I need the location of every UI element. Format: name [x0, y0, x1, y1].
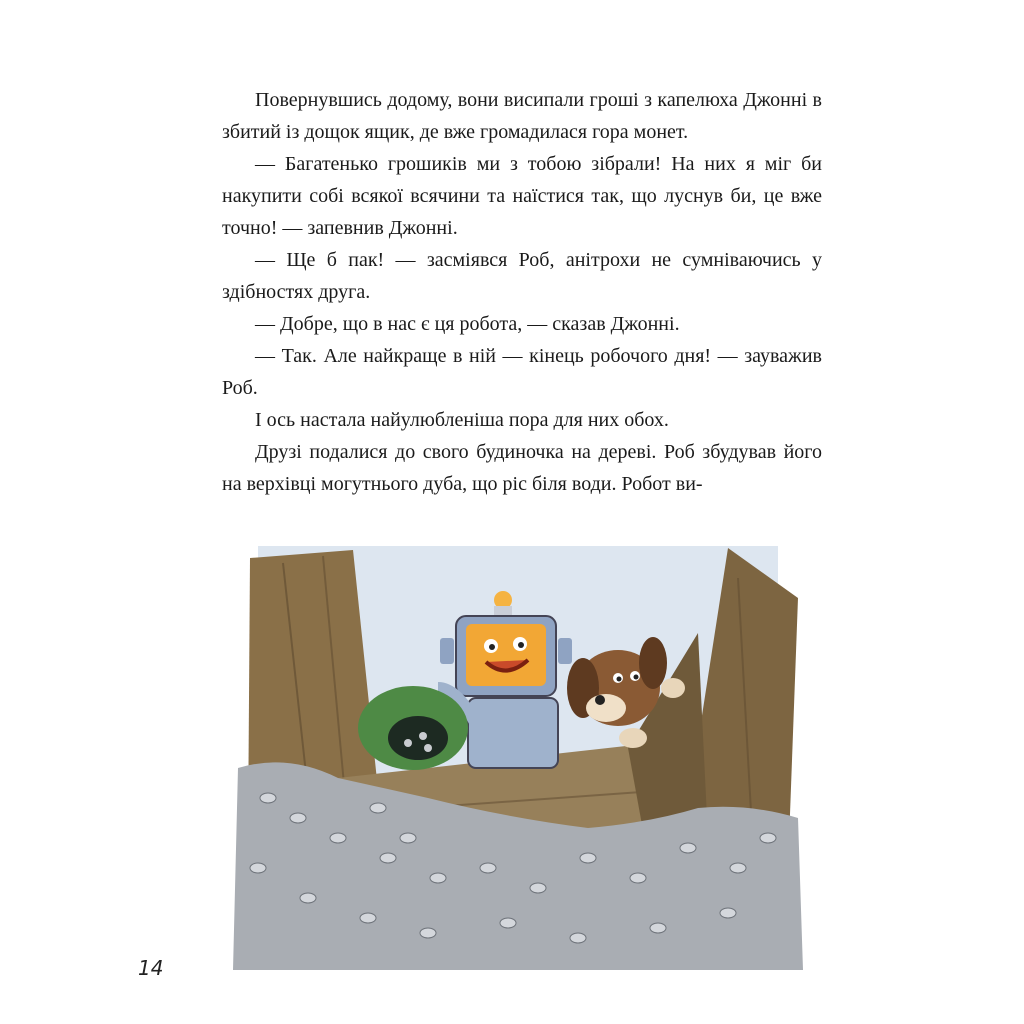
- paragraph: Повернувшись додому, вони висипали гроші з капелюха Джонні в збитий із дощок ящик, де вже громадилася гора монет.: [222, 89, 822, 143]
- page-number: 14: [138, 956, 164, 980]
- story-text: [222, 84, 822, 500]
- illustration-scene: [228, 538, 804, 970]
- paragraph: — Ще б пак! — засміявся Роб, анітрохи не сумніваючись у здібностях друга.: [222, 249, 822, 303]
- robot-screen: [466, 624, 546, 686]
- paragraph: — Добре, що в нас є ця робота, — сказав Джонні.: [255, 313, 680, 335]
- paragraph: Друзі подалися до свого будиночка на дереві. Роб збудував його на верхівці могутнього дуба, що ріс біля води. Робот ви-: [222, 441, 822, 495]
- paragraph: — Так. Але найкраще в ній — кінець робочого дня! — зауважив Роб.: [222, 345, 822, 399]
- paragraph: — Багатенько грошиків ми з тобою зібрали! На них я міг би накупити собі всякої всячини та наїстися так, що луснув би, це вже точно! — запевнив Джонні.: [222, 153, 822, 239]
- paragraph: І ось настала найулюбленіша пора для них обох.: [255, 409, 669, 431]
- robot-body: [468, 698, 558, 768]
- illustration: [228, 538, 804, 970]
